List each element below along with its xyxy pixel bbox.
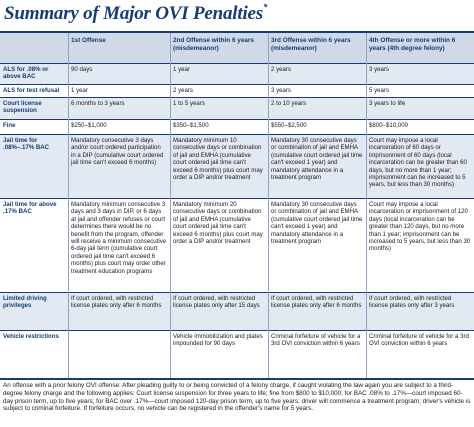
title-text: Summary of Major OVI Penalties bbox=[4, 3, 263, 24]
row-label: Limited driving privileges bbox=[3, 295, 47, 310]
cell-first bbox=[68, 331, 170, 379]
table-row bbox=[0, 292, 474, 331]
cell-fourth: Court may impose a local incarceration of 60 days or imprisonment of 60 days (local incarceration can be greater than 60 days, but no more than 1 year; imprisonment can be increased to 5 years, but less than 30 months) bbox=[369, 137, 467, 189]
row-label: Jail time for above .17% BAC bbox=[3, 201, 57, 216]
row-label: Vehicle restrictions bbox=[3, 333, 59, 340]
title-bar bbox=[0, 0, 474, 31]
cell-fourth: 3 years to life bbox=[369, 100, 406, 107]
cell-fourth: $800–$10,000 bbox=[369, 122, 408, 129]
cell-fourth: 5 years bbox=[369, 87, 389, 94]
cell-second: Mandatory minimum 10 consecutive days or combination of jail and EMHA (cumulative court ordered jail time can't exceed 6 months) plus court may order a DIP and/or treatment bbox=[173, 137, 263, 182]
table-row bbox=[0, 84, 474, 98]
cell-first: Mandatory minimum consecutive 3 days and 3 days in DIP, or 6 days at jail and offender refuses or court determines there would be no benefit from the program, offender will receive a minimum consecutive 6-day jail term (cumulative court ordered jail time can't exceed 6 months) plus court may order other treatment education programs bbox=[71, 201, 167, 275]
cell-third: If court ordered, with restricted license plates only after 6 months bbox=[271, 295, 362, 310]
cell-second: 1 to 5 years bbox=[173, 100, 205, 107]
table-row bbox=[0, 97, 474, 120]
cell-first: 6 months to 3 years bbox=[71, 100, 125, 107]
cell-first: 1 year bbox=[71, 87, 88, 94]
cell-third: 2 years bbox=[271, 66, 291, 73]
cell-fourth: Court may impose a local incarceration or imprisonment of 120 days (local incarceration can be greater than 120 days, but no more than 1 year; imprisonment can be increased to 5 years, but less than 30 months) bbox=[369, 201, 471, 253]
cell-third: Mandatory 30 consecutive days or combination of jail and EMHA (cumulative court ordered jail time can't exceed 1 year) and mandatory attendance in a treatment program bbox=[271, 201, 363, 246]
row-label: ALS for .08% or above BAC bbox=[3, 66, 49, 81]
table-row bbox=[0, 119, 474, 135]
cell-second: If court ordered, with restricted license plates only after 15 days bbox=[173, 295, 260, 310]
cell-third: Criminal forfeiture of vehicle for a 3rd OVI conviction within 6 years bbox=[271, 333, 361, 348]
row-label: ALS for test refusal bbox=[3, 87, 60, 94]
cell-third: $550–$2,500 bbox=[271, 122, 307, 129]
header-blank bbox=[0, 33, 68, 65]
cell-second: Vehicle immobilization and plates impounded for 90 days bbox=[173, 333, 263, 348]
cell-third: 2 to 10 years bbox=[271, 100, 307, 107]
row-label: Fine bbox=[3, 122, 16, 129]
cell-second: 2 years bbox=[173, 87, 193, 94]
cell-first: Mandatory consecutive 3 days and/or court ordered participation in a DIP (cumulative court ordered jail time can't exceed 6 months) bbox=[71, 137, 164, 167]
cell-fourth: If court ordered, with restricted license plates only after 3 years bbox=[369, 295, 455, 310]
row-label: Jail time for .08%–.17% BAC bbox=[3, 137, 50, 152]
header-third-offense: 3rd Offense within 6 years (misdemeanor) bbox=[271, 37, 351, 52]
table-row bbox=[0, 134, 474, 199]
column-header-row bbox=[0, 31, 474, 65]
table-row bbox=[0, 198, 474, 293]
title-footnote-mark: * bbox=[262, 2, 268, 12]
row-label: Court license suspension bbox=[3, 100, 42, 115]
cell-fourth: Criminal forfeiture of vehicle for a 3rd OVI conviction within 6 years bbox=[369, 333, 469, 348]
cell-first: If court ordered, with restricted license plates only after 6 months bbox=[71, 295, 162, 310]
table-row bbox=[0, 63, 474, 85]
cell-fourth: 3 years bbox=[369, 66, 389, 73]
header-first-offense: 1st Offense bbox=[71, 37, 106, 44]
header-second-offense: 2nd Offense within 6 years (misdemeanor) bbox=[173, 37, 254, 52]
table-row bbox=[0, 330, 474, 379]
page-title bbox=[4, 3, 267, 25]
cell-second: $350–$1,500 bbox=[173, 122, 209, 129]
cell-second: Mandatory minimum 20 consecutive days or combination of jail and EMHA (cumulative court ordered jail time can't exceed 6 months) plus court may order a DIP and/or treatment bbox=[173, 201, 263, 246]
cell-first: $250–$1,000 bbox=[71, 122, 107, 129]
cell-second: 1 year bbox=[173, 66, 190, 73]
cell-first: 90 days bbox=[71, 66, 93, 73]
cell-third: Mandatory 30 consecutive days or combination of jail and EMHA (cumulative court ordered jail time can't exceed 1 year) and mandatory attendance in a treatment program bbox=[271, 137, 363, 182]
footnote: An offense with a prior felony OVI offense: After pleading guilty to or being convicted of a felony charge, if caught violating the law again you are subject to a third-degree felony charge and the following applies: Court license suspension for three years to life; fine from $800 to $10,000; for BAC .08% to .17%—court imposed 60-day prison term, up to five years; for BAC over .17%—court imposed 120-day prison term, up to five years; driver will commence a treatment program; driver's vehicle is subject to criminal forfeiture. If forfeiture occurs, no vehicle can be registered in the offender's name for 5 years. bbox=[0, 378, 474, 427]
header-fourth-offense: 4th Offense or more within 6 years (4th degree felony) bbox=[369, 37, 456, 52]
cell-third: 3 years bbox=[271, 87, 291, 94]
